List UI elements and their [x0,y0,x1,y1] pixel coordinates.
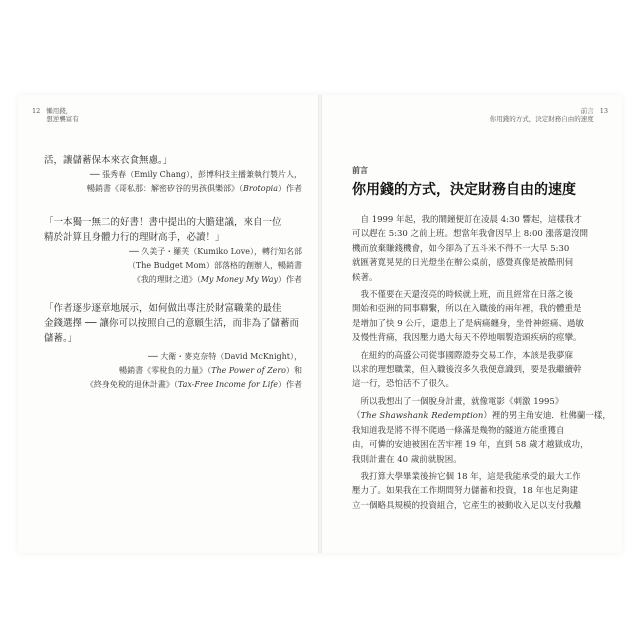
quote-2-attribution-line3: 《我的理財之道》（My Money My Way）作者 [132,275,302,284]
quote-block-3 [44,301,302,392]
quote-1-attribution-line1: ── 張秀春（Emily Chang），彭博科技主播兼執行製片人， [89,170,302,179]
quote-block-1 [44,153,302,196]
left-header-line1: 懶用錢， [46,107,73,115]
quote-3-line2: 金錢選擇 ── 讓你可以按照自己的意願生活，而非為了儲蓄而 [44,318,299,329]
quote-3-line3: 儲蓄。」 [44,333,78,344]
right-page-header [490,107,608,123]
text-line: 壓力了。如果我在工作期間努力儲蓄和投資，18 年也足夠建 [352,486,579,497]
quote-3-attribution-line2: 暢銷書《零稅負的力量》（The Power of Zero）和 [119,366,302,375]
quote-block-2 [44,215,302,287]
book-spread [18,95,622,553]
right-header-line1: 前言 [580,107,594,115]
left-page [18,95,318,553]
quote-2-attribution-line1: ── 久美子・羅芙（Kumiko Love），轉行知名部 [129,247,302,256]
text-line: 由，可憐的安迪被困在苦牢裡 19 年，直到 58 歲才越獄成功， [352,440,589,451]
chapter-body [352,213,611,516]
text-line: 候著。 [352,272,378,283]
text-line: 及慢性背痛，我因壓力過大每天不停地咽製造頭疾病的痙攣。 [352,333,582,344]
quote-2-attribution-line2: （The Budget Mom）部落格的創辦人，暢銷書 [127,261,302,270]
paragraph-1 [352,213,604,285]
left-header-line2: 想逆襲富有 [46,115,79,123]
quote-3-line1: 「作者逐步逐章地展示，如何做出專注於財富職業的最佳 [44,303,282,314]
right-page-number: 13 [599,107,608,115]
quote-3-attribution-line1: ── 大衛・麥克奈特（David McKnight）， [148,352,302,361]
text-line: 在紐約的高盛公司從事國際證券交易工作，本該是我夢寐 [352,350,574,361]
quote-1-line: 活，讓儲蓄保本來衣食無慮。」 [44,155,173,166]
text-line: 機而放棄賺錢機會，如今卻為了五斗米不得不一大早 5:30 [352,243,570,254]
chapter-label: 前言 [352,165,368,175]
chapter-title: 你用錢的方式，決定財務自由的速度 [352,182,576,198]
text-line: 立一個略具規模的投資組合，它產生的被動收入足以支付我離 [352,500,582,511]
text-line: 就匯著寬晃晃的日光燈坐在辦公桌前，感覺真像是被酷刑伺 [352,258,574,269]
text-line: 這一行，恐怕活不了很久。 [352,379,455,390]
text-line-with-film-title: （The Shawshank Redemption）裡的男主角安迪．杜佛蘭一樣， [352,411,611,422]
text-line: 是增加了快 9 公斤，還患上了是病痛纏身，坐骨神經痛、過敏 [352,318,584,329]
text-line: 以求的理想職業，但入職後沒多久我便意識到，要是我繼續幹 [352,365,582,376]
text-line: 開始和亞洲的同事聯繫，所以在入職後的兩年裡，我的體重是 [352,304,582,315]
quote-2-line2: 精於計算且身體力行的理財高手，必讀！」 [44,232,225,243]
paragraph-2 [352,288,604,346]
text-line: 我不僅要在天還沒亮的時候就上班，而且經常在日落之後 [352,290,574,301]
text-line: 所以我想出了一個脫身計畫，就像電影《刺激 1995》 [352,396,564,407]
text-line: 我打算大學畢業後拚它個 18 年，這是我能承受的最大工作 [352,471,581,482]
paragraph-3 [352,349,604,392]
quote-3-attribution-line3: 《終身免稅的退休計畫》（Tax-Free Income for Life）作者 [85,380,302,389]
right-page [322,95,622,553]
left-page-number: 12 [32,107,41,115]
text-line: 自 1999 年起，我的鬧鐘便訂在凌晨 4:30 響起，這樣我才 [352,215,583,225]
right-header-line2: 你用錢的方式，決定財務自由的速度 [489,115,594,123]
text-line: 可以趕在 5:30 之前上班。想當年我會因早上 8:00 漲落還沒開 [352,229,588,240]
paragraph-4 [352,395,611,467]
quote-2-line1: 「一本獨一無二的好書！書中提出的大膽建議，來自一位 [44,217,282,228]
left-page-header [32,107,79,123]
quote-1-attribution-line2: 暢銷書《哥私那：解密矽谷的男孩俱樂部》（Brotopia）作者 [87,184,302,193]
text-line: 我則計畫在 40 歲前就脫困。 [352,454,462,465]
text-line: 我知道我是將不得不爬過一條滿是幾物的隧道方能重獲自 [352,425,565,436]
paragraph-5 [352,470,604,513]
